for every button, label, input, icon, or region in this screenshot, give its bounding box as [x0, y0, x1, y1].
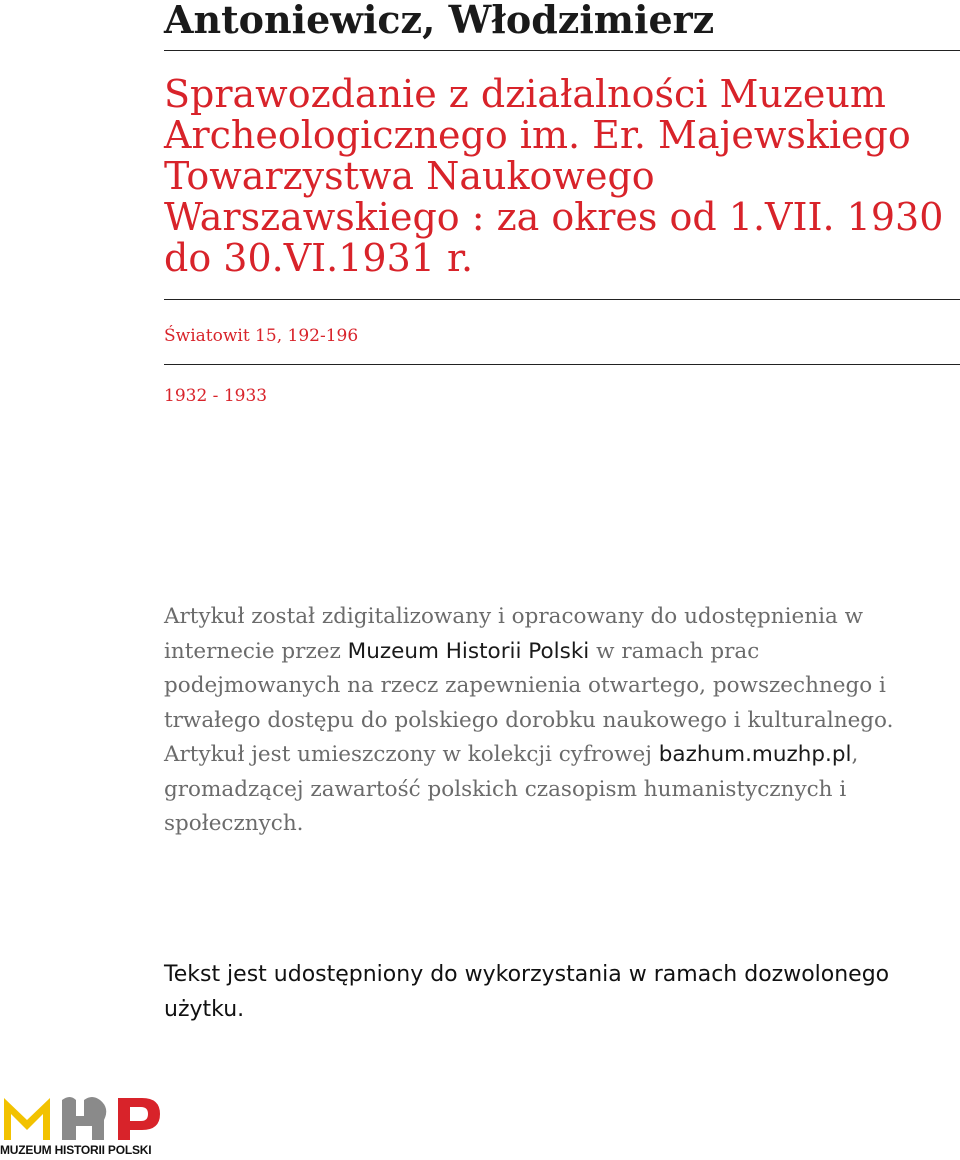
author-name: Antoniewicz, Włodzimierz — [164, 0, 715, 42]
logo-crown-mark — [4, 1098, 50, 1140]
logo-figures-mark — [62, 1097, 106, 1140]
document-title: Sprawozdanie z działalności Muzeum Archeologicznego im. Er. Majewskiego Towarzystwa Naukowego Warszawskiego : za okres od 1.VII. 1930 do 30.VI.1931 r. — [164, 72, 944, 280]
logo-caption: MUZEUM HISTORII POLSKI — [0, 1143, 152, 1157]
note-text: , gromadzącej zawartość polskich czasopism humanistycznych i społecznych. — [164, 742, 859, 836]
logo-p-mark — [118, 1098, 160, 1140]
note-text: Artykuł został zdigitalizowany i opracowany do udostępnienia w internecie przez — [164, 604, 864, 664]
source-citation: Światowit 15, 192-196 — [164, 326, 359, 346]
note-text: w ramach prac podejmowanych na rzecz zapewnienia otwartego, powszechnego i trwałego dostępu do polskiego dorobku naukowego i kulturalnego. Artykuł jest umieszczony w kolekcji cyfrowej — [164, 638, 894, 767]
divider — [164, 50, 960, 51]
license-notice: Tekst jest udostępniony do wykorzystania w ramach dozwolonego użytku. — [164, 962, 890, 1022]
divider — [164, 299, 960, 300]
museum-name-link[interactable]: Muzeum Historii Polski — [347, 638, 590, 664]
collection-site-link[interactable]: bazhum.muzhp.pl — [658, 742, 852, 767]
publication-years: 1932 - 1933 — [164, 386, 268, 406]
digitization-note — [164, 600, 934, 842]
divider — [164, 364, 960, 365]
